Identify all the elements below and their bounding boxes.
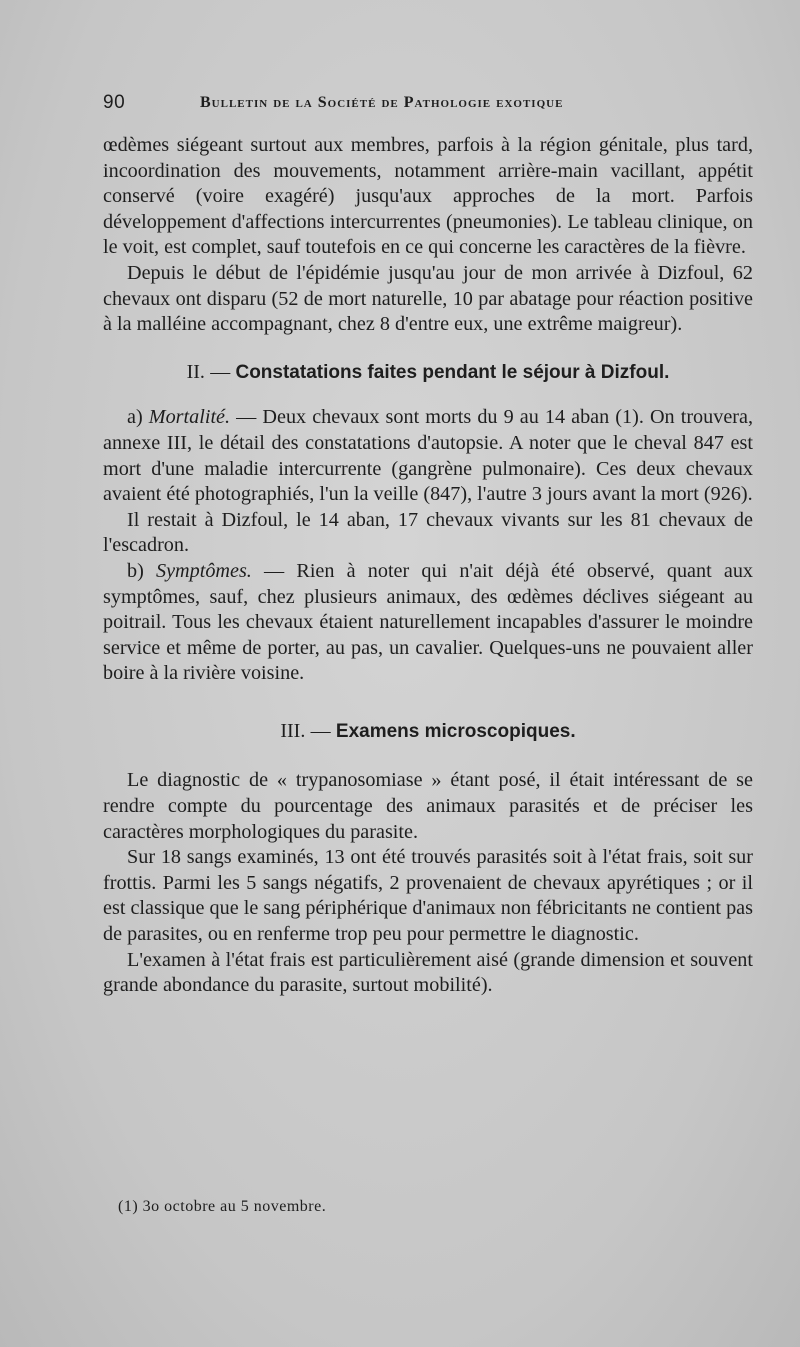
page-header bbox=[103, 92, 753, 118]
section-heading-3 bbox=[103, 719, 753, 745]
item-text: — Rien à noter qui n'ait déjà été observé, quant aux symptômes, sauf, chez plusieurs animaux, des œdèmes déclives siégeant au poitrail. Tous les chevaux étaient naturellement incapables d'assurer le moindre service et même de porter, au pas, un cavalier. Quelques-uns ne pouvaient aller boire à la rivière voisine. bbox=[103, 559, 754, 685]
footnote-text: 3o octobre au 5 novembre. bbox=[142, 1198, 327, 1215]
section-title: Constatations faites pendant le séjour à Dizfoul. bbox=[235, 361, 670, 383]
footnote-marker: (1) bbox=[118, 1198, 139, 1215]
section-dash: — bbox=[310, 719, 331, 742]
paragraph: Depuis le début de l'épidémie jusqu'au jour de mon arrivée à Dizfoul, 62 chevaux ont disparu (52 de mort naturelle, 10 par abatage pour réaction positive à la malléine accompagnant, chez 8 d'entre eux, une extrême maigreur). bbox=[103, 261, 753, 336]
paragraph-mortalite bbox=[103, 405, 753, 507]
paragraph: Sur 18 sangs examinés, 13 ont été trouvés parasités soit à l'état frais, soit sur frottis. Parmi les 5 sangs négatifs, 2 provenaient de chevaux apyrétiques ; or il est classique que le sang périphérique d'animaux non fébricitants ne contient pas de parasites, ou en renferme trop peu pour permettre le diagnostic. bbox=[103, 846, 753, 946]
page-number: 90 bbox=[103, 92, 126, 113]
section-dash: — bbox=[210, 360, 231, 383]
running-title: Bulletin de la Société de Pathologie exotique bbox=[200, 94, 564, 111]
item-text: — Deux chevaux sont morts du 9 au 14 aban (1). On trouvera, annexe III, le détail des constatations d'autopsie. A noter que le cheval 847 est mort d'une maladie intercurrente (gangrène pulmonaire). Ces deux chevaux avaient été photographiés, l'un la veille (847), l'autre 3 jours avant la mort (926). bbox=[103, 406, 754, 506]
body-text bbox=[103, 133, 753, 999]
item-marker: a) bbox=[127, 406, 143, 429]
paragraph: œdèmes siégeant surtout aux membres, parfois à la région génitale, plus tard, incoordination des mouvements, notamment arrière-main vacillant, appétit conservé (voire exagéré) jusqu'aux approches de la mort. Parfois développement d'affections intercurrentes (pneumonies). Le tableau clinique, on le voit, est complet, sauf toutefois en ce qui concerne les caractères de la fièvre. bbox=[103, 134, 753, 259]
item-title: Symptômes. bbox=[155, 559, 252, 582]
section-title: Examens microscopiques. bbox=[335, 720, 576, 742]
paragraph: Il restait à Dizfoul, le 14 aban, 17 chevaux vivants sur les 81 chevaux de l'escadron. bbox=[103, 508, 753, 557]
paragraph: Le diagnostic de « trypanosomiase » étant posé, il était intéressant de se rendre compte du pourcentage des animaux parasités et de préciser les caractères morphologiques du parasite. bbox=[103, 769, 753, 843]
paragraph-symptomes bbox=[103, 559, 753, 687]
footnote bbox=[118, 1198, 326, 1216]
item-title: Mortalité. bbox=[148, 406, 231, 429]
item-marker: b) bbox=[127, 559, 144, 582]
section-heading-2 bbox=[103, 360, 753, 386]
section-number: II. bbox=[186, 360, 205, 383]
paragraph: L'examen à l'état frais est particulièrement aisé (grande dimension et souvent grande abondance du parasite, surtout mobilité). bbox=[103, 948, 753, 997]
section-number: III. bbox=[280, 719, 306, 742]
